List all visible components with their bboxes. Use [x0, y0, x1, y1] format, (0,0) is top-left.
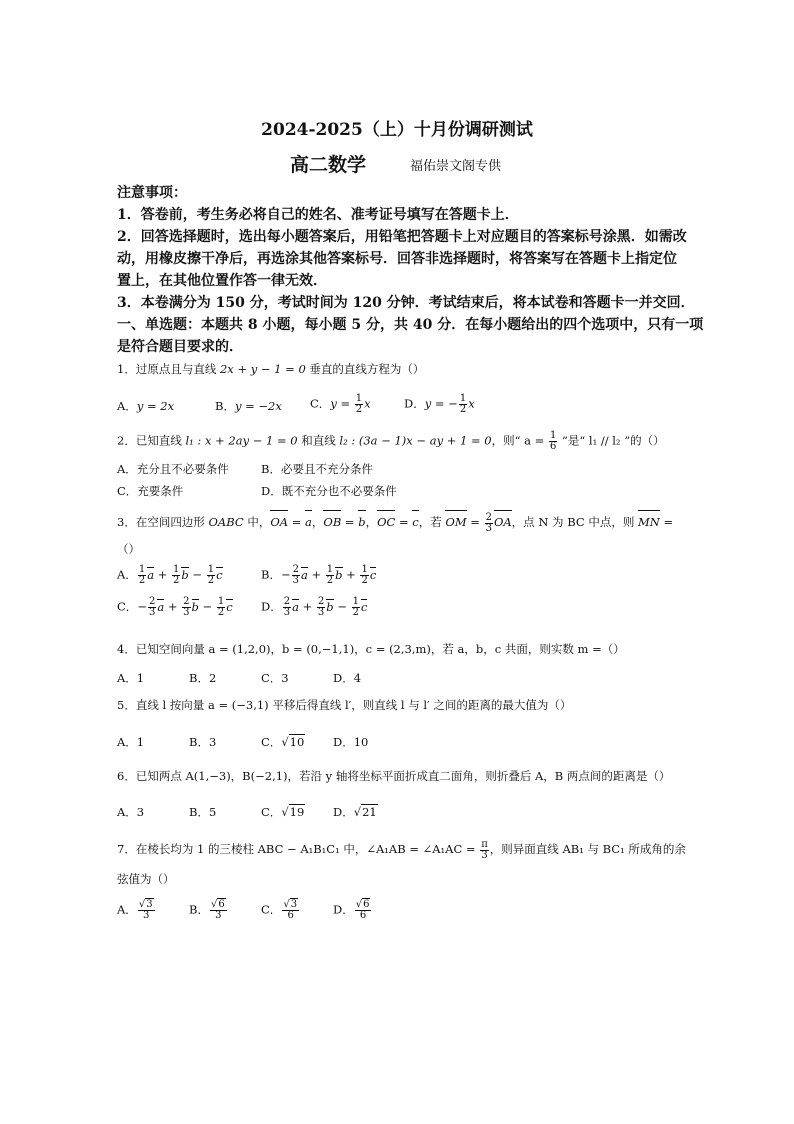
notice-item-3: 3．本卷满分为 150 分，考试时间为 120 分钟．考试结束后，将本试卷和答题卡一并交回．: [117, 295, 695, 311]
question-6-stem: 6．已知两点 A(1,−3)，B(−2,1)，若沿 y 轴将坐标平面折成直二面角，则折叠后 A，B 两点间的距离是（）: [117, 769, 671, 783]
vector-a: a: [305, 511, 312, 533]
denominator: 3: [183, 607, 190, 618]
fraction: [283, 597, 291, 618]
square-root: [361, 805, 378, 819]
option-letter: B．: [261, 567, 281, 582]
q1-option-c[interactable]: [310, 394, 371, 415]
numerator: 1: [459, 393, 467, 404]
numerator: √6: [355, 899, 370, 910]
denominator: 2: [173, 575, 180, 586]
q2-option-b[interactable]: B．必要且不充分条件: [261, 462, 373, 476]
fraction: [480, 840, 489, 861]
option-letter: D．: [404, 396, 425, 411]
denominator: 3: [138, 910, 155, 921]
equals-sign: =: [659, 515, 674, 529]
numerator: 1: [326, 564, 334, 575]
fraction: [217, 597, 225, 618]
fraction: [292, 565, 300, 586]
q1-text-a: 1．过原点且与直线: [117, 362, 220, 376]
section-heading-line-2: 是符合题目要求的．: [117, 339, 243, 355]
q1-option-a[interactable]: [117, 398, 174, 414]
vector-c: c: [412, 511, 418, 533]
notice-item-1: 1．答卷前，考生务必将自己的姓名、准考证号填写在答题卡上．: [117, 207, 519, 223]
fraction: [549, 431, 557, 452]
q3-option-c[interactable]: C．− $\frac{2}{3}$ a + $\frac{2}{3}$ b − $\frac{1}{2}$ c: [117, 596, 233, 618]
denominator: 2: [207, 575, 215, 586]
question-7-stem-cont: 弦值为（）: [117, 872, 175, 886]
radicand: 10: [289, 735, 305, 749]
numerator: 2: [292, 564, 299, 575]
question-2-stem: [117, 431, 677, 452]
numerator: 1: [355, 393, 363, 404]
numerator: √3: [283, 899, 298, 910]
vector-om: OM: [445, 511, 466, 533]
q7-option-c[interactable]: [261, 900, 300, 921]
numerator: 1: [173, 564, 180, 575]
numerator: √6: [210, 899, 225, 910]
q7-text-a: 7．在棱长均为 1 的三棱柱 ABC − A₁B₁C₁ 中，∠A₁AB = ∠A₁AC =: [117, 842, 480, 856]
notice-item-2-line-3: 置上，在其他位置作答一律无效．: [117, 273, 327, 289]
q1-equation: 2x + y − 1 = 0: [219, 362, 306, 376]
q2-text-b: 和直线: [297, 433, 340, 448]
question-1-stem: [117, 360, 677, 378]
radicand: 3: [146, 899, 153, 910]
q5-option-d[interactable]: D．10: [333, 735, 369, 749]
fraction: [138, 900, 155, 921]
option-letter: A．: [117, 399, 137, 413]
q1-option-d[interactable]: [404, 394, 475, 415]
q3-option-a[interactable]: A． $\frac{1}{2}$ a + $\frac{1}{2}$ b − $\frac{1}{2}$ c: [117, 564, 223, 586]
denominator: 2: [138, 575, 146, 586]
denominator: 3: [148, 607, 156, 618]
numerator: √3: [138, 899, 153, 910]
denominator: 3: [210, 910, 227, 921]
q4-option-d[interactable]: D．4: [333, 671, 362, 685]
q6-option-a[interactable]: A．3: [117, 805, 145, 819]
q3-text-c: ，若: [418, 515, 446, 529]
subject-title: 高二数学: [290, 154, 367, 176]
question-5-options: [117, 734, 677, 754]
denominator: 3: [481, 849, 488, 861]
denominator: 2: [326, 575, 334, 586]
q1-text-b: 垂直的直线方程为（）: [305, 362, 425, 376]
q3-text-d: ，点 N 为 BC 中点，则: [511, 515, 638, 529]
fraction: [148, 597, 156, 618]
option-letter: D．: [333, 902, 354, 917]
exam-title: 2024-2025（上）十月份调研测试: [261, 120, 533, 140]
fraction: [210, 900, 227, 921]
denominator: 3: [283, 607, 291, 618]
q2-text-a: 2．已知直线: [117, 433, 186, 448]
numerator: 1: [217, 596, 225, 607]
option-letter: A．: [117, 902, 137, 917]
vector-a: a: [157, 599, 165, 614]
q6-option-c[interactable]: C．√19: [261, 805, 305, 819]
q2-line-2-equation: l₂ : (3a − 1)x − ay + 1 = 0: [339, 433, 492, 448]
option-letter: C．: [261, 735, 282, 749]
q2-option-a[interactable]: A．充分且不必要条件: [117, 462, 229, 476]
denominator: 2: [361, 575, 368, 586]
fraction: [282, 900, 299, 921]
question-1-options: [117, 394, 677, 424]
q4-option-b[interactable]: B．2: [189, 671, 217, 685]
vector-b: b: [358, 511, 365, 533]
section-heading-line-1: 一、单选题：本题共 8 小题，每小题 5 分，共 40 分．在每小题给出的四个选项中，只有一项: [117, 317, 704, 333]
fraction: [355, 900, 372, 921]
question-4-options: [117, 670, 677, 690]
radicand: 19: [289, 805, 305, 819]
numerator: 2: [148, 596, 156, 607]
denominator: 2: [217, 607, 225, 618]
denominator: 6: [355, 910, 372, 921]
notice-block: [117, 182, 704, 358]
q2-line-1-equation: l₁ : x + 2ay − 1 = 0: [185, 433, 298, 448]
q7-option-d[interactable]: [333, 900, 372, 921]
question-7-options: [117, 900, 677, 934]
numerator: 1: [549, 430, 557, 441]
numerator: 2: [485, 511, 492, 523]
option-letter: B．: [215, 399, 235, 413]
option-letter: D．: [261, 599, 282, 614]
vector-c: c: [361, 599, 368, 614]
q3-text-b: 中，: [243, 515, 271, 529]
option-letter: B．: [189, 902, 209, 917]
denominator: 2: [459, 404, 467, 415]
q4-option-c[interactable]: C．3: [261, 671, 289, 685]
q5-option-c[interactable]: C．√10: [261, 735, 305, 749]
q6-option-d[interactable]: D．√21: [333, 805, 377, 819]
q2-text-c: ，则“ a =: [491, 433, 548, 448]
numerator: 1: [361, 564, 368, 575]
q4-option-a[interactable]: A．1: [117, 671, 145, 685]
vector-c: c: [369, 567, 377, 582]
option-letter: A．: [117, 567, 137, 582]
question-3-stem-cont: （）: [117, 542, 140, 556]
fraction: [317, 597, 325, 618]
option-letter: C．: [117, 599, 138, 614]
fraction: [207, 565, 215, 586]
vector-mn: MN: [638, 511, 660, 533]
square-root: [289, 805, 306, 819]
vector-c: c: [216, 567, 223, 582]
option-value-tail: x: [364, 396, 371, 411]
option-letter: C．: [261, 902, 282, 917]
vector-b: b: [326, 599, 334, 614]
q7-text-b: ，则异面直线 AB₁ 与 BC₁ 所成角的余: [489, 842, 686, 856]
numerator: 1: [207, 564, 215, 575]
option-letter: D．: [333, 805, 354, 819]
denominator: 6: [549, 441, 557, 452]
vector-a: a: [147, 567, 155, 582]
vector-oa: OA: [270, 511, 288, 533]
q5-option-b[interactable]: B．3: [189, 735, 217, 749]
fraction: [355, 394, 363, 415]
numerator: 1: [352, 596, 359, 607]
denominator: 6: [282, 910, 299, 921]
vector-b: b: [181, 567, 189, 582]
denominator: 3: [485, 522, 492, 534]
fraction: [485, 513, 493, 534]
vector-oa: OA: [494, 511, 512, 533]
radicand: 6: [363, 899, 370, 910]
denominator: 2: [352, 607, 359, 618]
question-3-stem: 3．在空间四边形 OABC 中，OA = a，OB = b，OC = c，若 OM = $\frac{2}{3}$ OA，点 N 为 BC 中点，则 MN =: [117, 511, 674, 534]
q6-option-b[interactable]: B．5: [189, 805, 217, 819]
source-label: 福佑崇文阁专供: [410, 159, 502, 174]
fraction: [172, 565, 180, 586]
vector-a: a: [292, 599, 299, 614]
q7-option-a[interactable]: [117, 900, 156, 921]
denominator: 2: [355, 404, 363, 415]
numerator: 2: [283, 596, 291, 607]
numerator: 2: [183, 596, 190, 607]
option-value-tail: x: [468, 396, 475, 411]
q1-option-b[interactable]: [215, 398, 282, 414]
radicand: 3: [290, 899, 298, 910]
q3-text-a: 3．在空间四边形: [117, 515, 209, 529]
fraction: [138, 565, 146, 586]
question-7-stem: [117, 838, 686, 861]
vector-b: b: [335, 567, 343, 582]
vector-c: c: [226, 599, 233, 614]
fraction: [360, 565, 368, 586]
option-value: y = 2x: [136, 399, 175, 413]
question-6-options: [117, 804, 677, 824]
notice-item-2-line-2: 动，用橡皮擦干净后，再选涂其他答案标号．回答非选择题时，将答案写在答题卡上指定位: [117, 251, 677, 267]
denominator: 3: [292, 575, 299, 586]
question-2-options: [117, 461, 677, 501]
option-value: y = −: [424, 396, 458, 411]
numerator: 2: [317, 596, 325, 607]
vector-ob: OB: [323, 511, 341, 533]
radicand: 21: [362, 805, 377, 819]
numerator: π: [481, 838, 488, 850]
numerator: 1: [138, 564, 146, 575]
option-letter: C．: [310, 396, 331, 411]
denominator: 3: [317, 607, 325, 618]
question-5-stem: 5．直线 l 按向量 a = (−3,1) 平移后得直线 l′，则直线 l 与 l′ 之间的距离的最大值为（）: [117, 698, 572, 712]
q3-option-b[interactable]: B．− $\frac{2}{3}$ a + $\frac{1}{2}$ b + $\frac{1}{2}$ c: [261, 564, 377, 586]
q5-option-a[interactable]: A．1: [117, 735, 145, 749]
question-3-options: [117, 565, 677, 625]
notice-item-2-line-1: 2．回答选择题时，选出每小题答案后，用铅笔把答题卡上对应题目的答案标号涂黑．如需改: [117, 229, 687, 245]
q3-quadrilateral: OABC: [208, 515, 244, 529]
option-value: y =: [330, 396, 354, 411]
square-root: [289, 735, 306, 749]
q2-option-d[interactable]: D．既不充分也不必要条件: [261, 484, 397, 498]
fraction: [459, 394, 467, 415]
q3-option-d[interactable]: D． $\frac{2}{3}$ a + $\frac{2}{3}$ b − $\frac{1}{2}$ c: [261, 596, 368, 618]
q2-option-c[interactable]: C．充要条件: [117, 484, 184, 498]
q2-text-d: ”是“ l₁ // l₂ ”的（）: [558, 433, 665, 448]
option-letter: C．: [261, 805, 282, 819]
fraction: [182, 597, 190, 618]
fraction: [352, 597, 360, 618]
vector-b: b: [191, 599, 199, 614]
radicand: 6: [218, 899, 225, 910]
subtitle-row: [0, 150, 794, 176]
option-value: y = −2x: [234, 399, 282, 413]
vector-oc: OC: [377, 511, 395, 533]
vector-a: a: [300, 567, 308, 582]
notice-heading: 注意事项：: [117, 185, 187, 201]
q7-option-b[interactable]: [189, 900, 228, 921]
question-4-stem: 4．已知空间向量 a = (1,2,0)，b = (0,−1,1)，c = (2,3,m)，若 a，b，c 共面，则实数 m =（）: [117, 642, 625, 656]
fraction: [326, 565, 334, 586]
